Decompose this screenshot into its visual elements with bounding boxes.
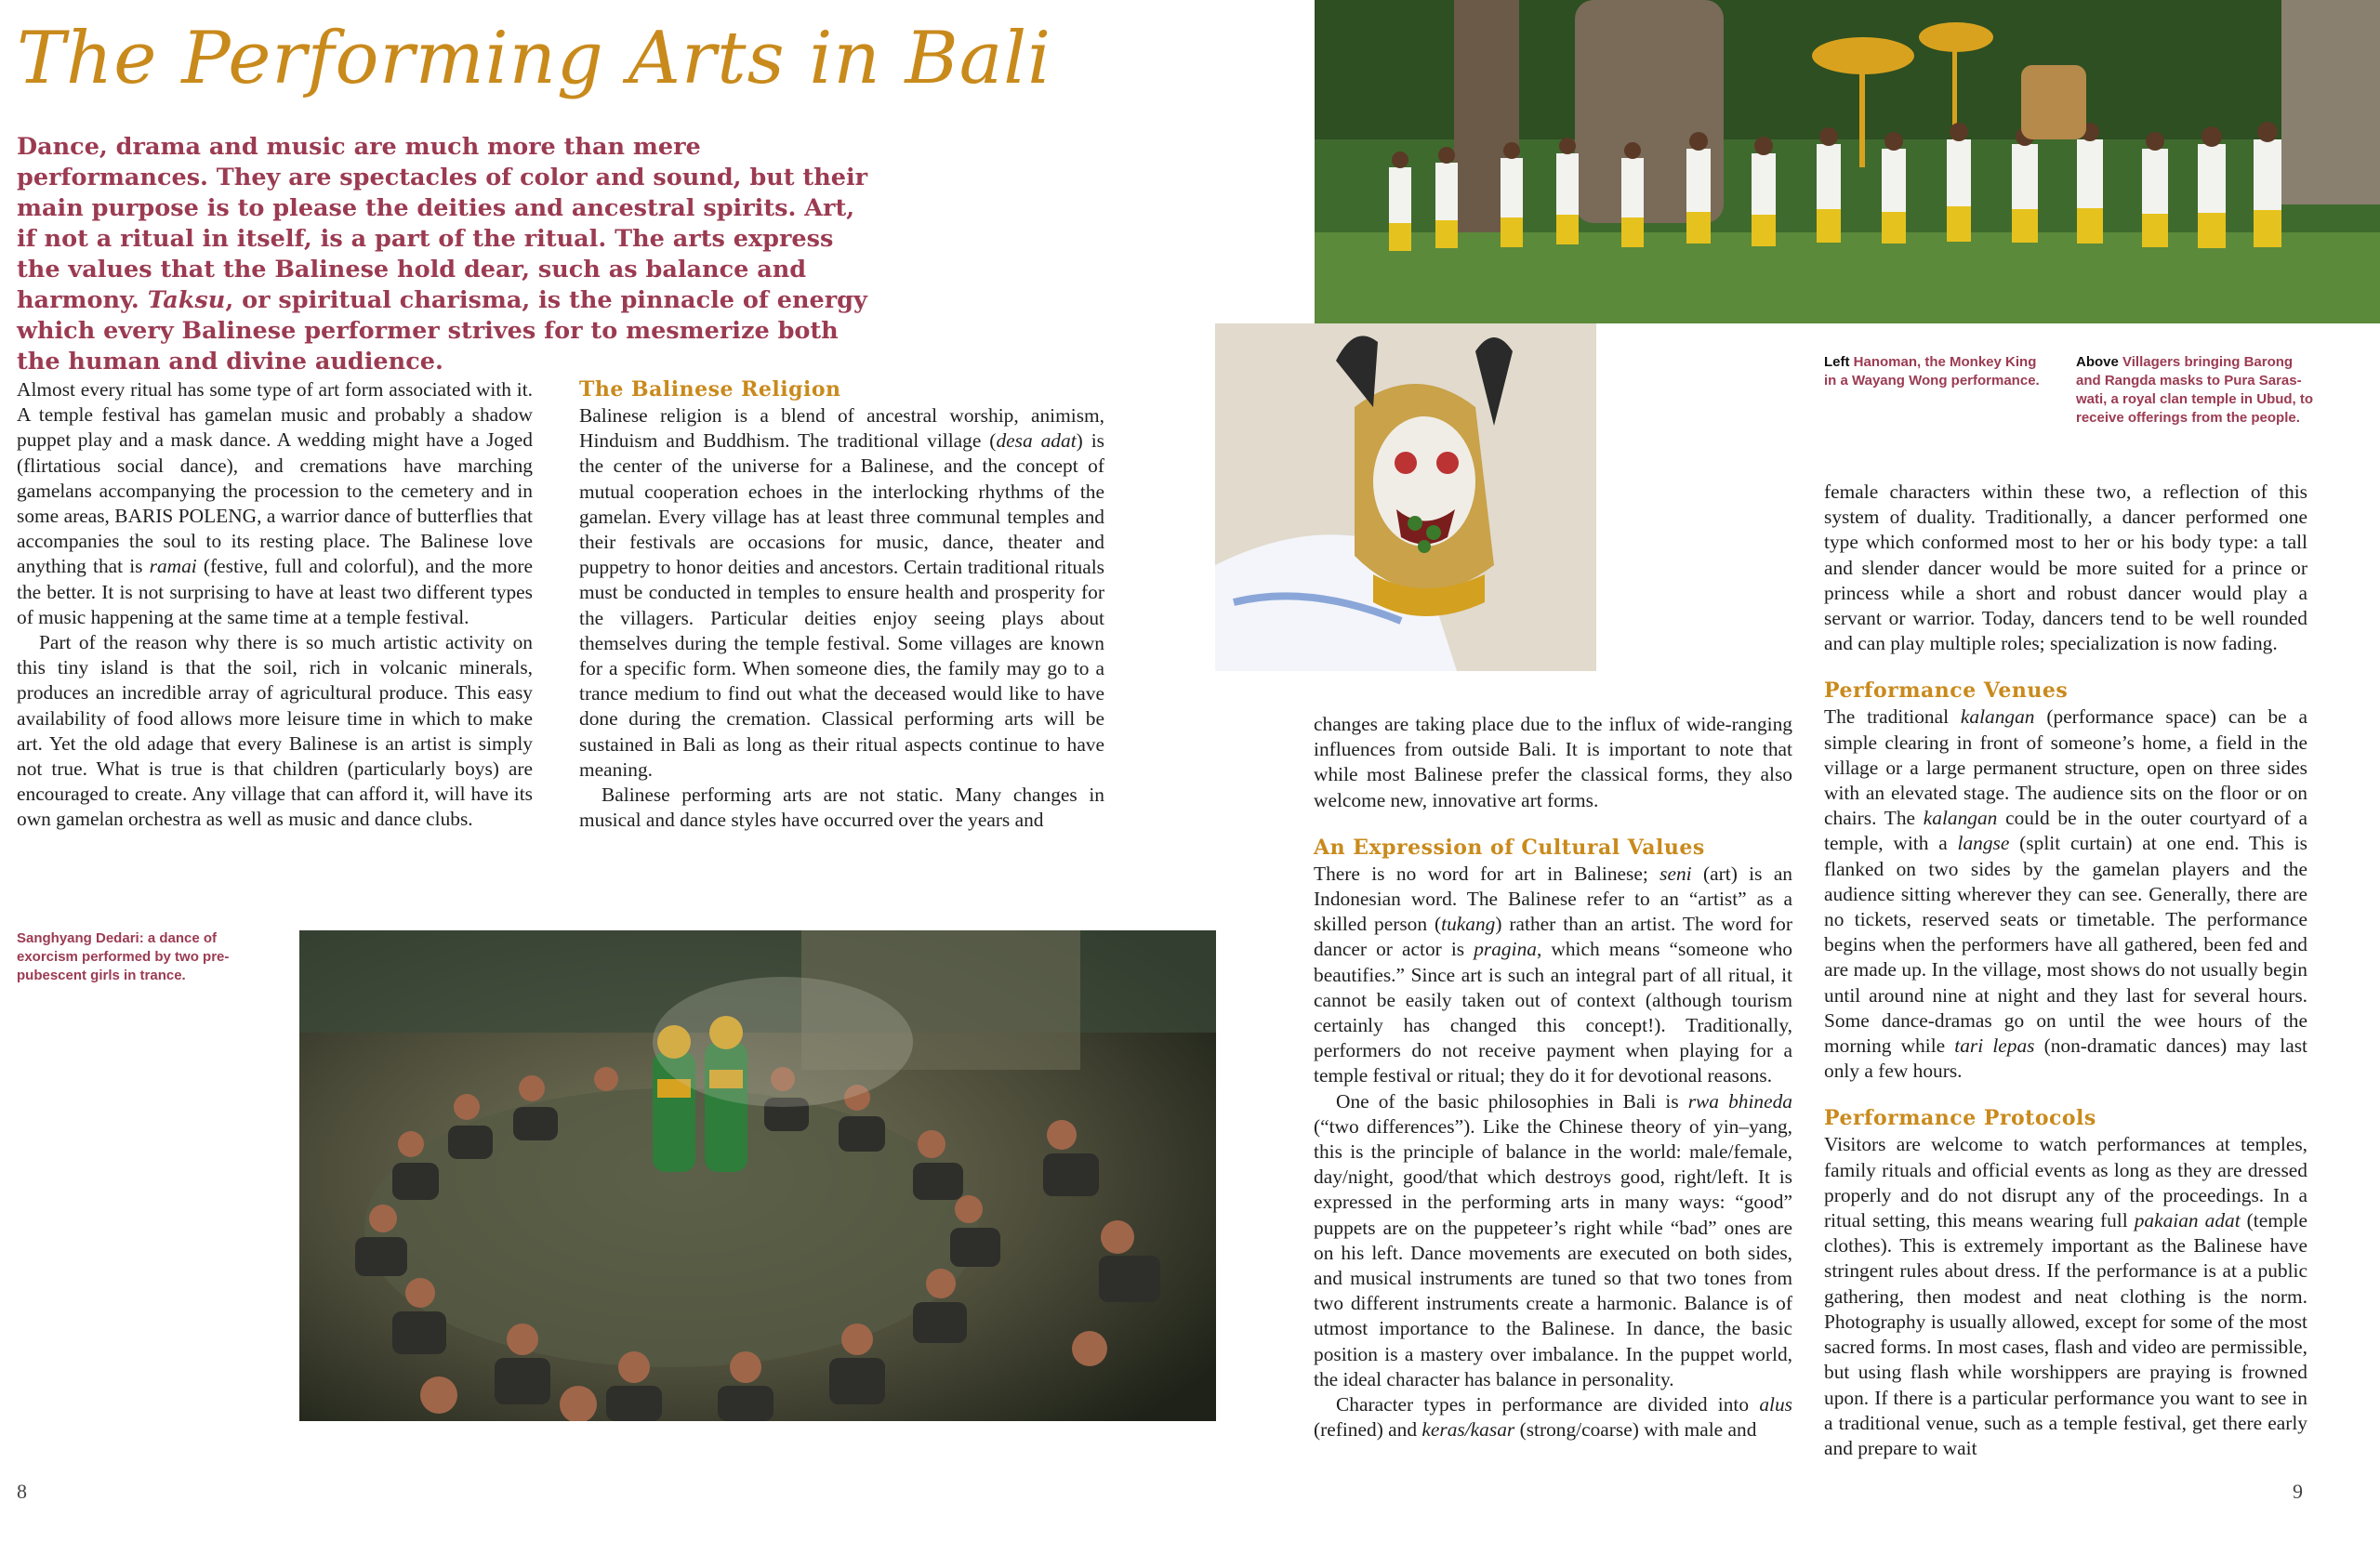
paragraph: One of the basic philosophies in Bali is rwa bhineda (“two differences”). Like the Chinese theory of yin–yang, this is the principle of balance in the world: male/female, day/night, good/that which destroys good, right/left. It is expressed in the performing arts in many ways: “good” puppets are on the puppeteer’s right while “bad” ones are on his left. Dance movements are executed on both sides, and musical instruments are tuned so that two tones from two different instruments create a harmonic. Balance is of utmost importance to the Balinese. In dance, the basic position is a mastery over imbalance. In the puppet world, the ideal character has balance in personality.: [1314, 1089, 1792, 1390]
page-number-left: 8: [17, 1480, 27, 1503]
paragraph: female characters within these two, a reflection of this system of duality. Traditionally, a dancer performed one type which conformed most to her or his body type: a tall and slender dancer would be more suited for a prince or princess while a short and robust dancer would play a servant or warrior. Today, dancers tend to be well rounded and can play multiple roles; specialization is now fading.: [1824, 481, 2307, 655]
page-number-right: 9: [2293, 1480, 2303, 1503]
paragraph: changes are taking place due to the influx of wide-ranging influences from outside Bali. It is important to note that while most Balinese prefer the classical forms, they also welcome new, innovative art forms.: [1314, 713, 1792, 811]
paragraph: Balinese religion is a blend of ancestral worship, animism, Hinduism and Buddhism. The traditional village (desa adat) is the center of the universe for a Balinese, and the concept of mutual cooperation echoes in the interlocking rhythms of the gamelan. Every village has at least three communal temples and their festivals are occasions for music, dance, theater and puppetry to honor deities and ancestors. Certain traditional rituals must be conducted in temples to ensure health and prosperity for the villagers. Particular deities enjoy seeing plays about themselves during the temple festival. Some villages are known for a specific form. When someone dies, the family may go to a trance medium to find out what the deceased would like to have done during the cremation. Classical performing arts will be sustained in Bali as long as their ritual aspects continue to have meaning.: [579, 404, 1104, 781]
page-title: The Performing Arts in Bali: [17, 17, 1052, 100]
paragraph: Almost every ritual has some type of art form associated with it. A temple festival has gamelan music and probably a shadow puppet play and a mask dance. A wedding might have a Joged (flirtatious social dance), and cremations have marching gamelans accompanying the procession to the cemetery and in some areas, BARIS POLENG, a warrior dance of butterflies that accompanies the soul to its resting place. The Balinese love anything that is ramai (festive, full and colorful), and the more the better. It is not surprising to have at least two different types of music happening at the same time at a temple festival.: [17, 378, 533, 628]
photo-sanghyang-dedari: [299, 930, 1216, 1421]
paragraph: There is no word for art in Balinese; seni (art) is an Indonesian word. The Balinese refer to an “artist” as a skilled person (tukang) rather than an artist. The word for dancer or actor is pragina, which means “someone who beautifies.” Since art is such an integral part of all ritual, it cannot be easily taken out of context (although tourism certainly has changed this concept!). Traditionally, performers do not receive payment when playing for a temple festival or ritual; they do it for devotional reasons.: [1314, 862, 1793, 1087]
column-4: [1824, 480, 2307, 1461]
photo-caption-sanghyang: Sanghyang Dedari: a dance of exorcism performed by two pre-pubescent girls in trance.: [17, 930, 230, 983]
photo-procession: [1315, 0, 2380, 323]
column-2: [579, 375, 1104, 833]
photo-hanoman: [1215, 323, 1596, 671]
column-1: [17, 377, 533, 833]
caption-left: Left Hanoman, the Monkey King in a Wayang Wong performance.: [1824, 354, 2040, 389]
section-heading: Performance Venues: [1824, 678, 2069, 704]
caption-above: Above Villagers bringing Barong and Rangda masks to Pura Saras-wati, a royal clan temple in Ubud, to receive offerings from the people.: [2076, 354, 2314, 426]
paragraph: Character types in performance are divided into alus (refined) and keras/kasar (strong/coarse) with male and: [1314, 1393, 1792, 1442]
paragraph: The traditional kalangan (performance space) can be a simple clearing in front of someone’s home, a field in the village or a large permanent structure, open on three sides with an elevated stage. The audience sits on the floor or on chairs. The kalangan could be in the outer courtyard of a temple, with a langse (split curtain) at one end. This is flanked on two sides by the gamelan players and the audience sitting wherever they can see. Generally, there are no tickets, reserved seats or timetable. The performance begins when the performers have all gathered, been fed and are made up. In the village, most shows do not usually begin until around nine at night and they last for several hours. Some dance-dramas go on until the wee hours of the morning while tari lepas (non-dramatic dances) may last only a few hours.: [1824, 705, 2307, 1083]
section-heading: The Balinese Religion: [579, 377, 841, 402]
intro-paragraph: Dance, drama and music are much more than mere performances. They are spectacles of color and sound, but their main purpose is to please the deities and ancestral spirits. Art, if not a ritual in itself, is a part of the ritual. The arts express the values that the Balinese hold dear, such as balance and harmony. Taksu, or spiritual charisma, is the pinnacle of energy which every Balinese performer strives for to mesmerize both the human and divine audience.: [17, 133, 868, 375]
paragraph: Visitors are welcome to watch performances at temples, family rituals and official events as long as they are dressed properly and do not disrupt any of the proceedings. In a ritual setting, this means wearing full pakaian adat (temple clothes). This is extremely important as the Balinese have stringent rules about dress. If the performance is at a public gathering, then modest and neat clothing is the norm. Photography is usually allowed, except for some of the most sacred forms. In most cases, flash and video are permissible, but using flash while worshippers are praying is frowned upon. If there is a particular performance you want to see in a traditional venue, such as a temple festival, get there early and prepare to wait: [1824, 1133, 2307, 1459]
section-heading: Performance Protocols: [1824, 1106, 2096, 1131]
paragraph: Balinese performing arts are not static. Many changes in musical and dance styles have occurred over the years and: [579, 784, 1104, 832]
section-heading: An Expression of Cultural Values: [1314, 835, 1705, 860]
column-3: [1314, 712, 1792, 1442]
paragraph: Part of the reason why there is so much artistic activity on this tiny island is that the soil, rich in volcanic minerals, produces an incredible array of agricultural produce. This easy availability of food allows more leisure time in which to make art. Yet the old adage that every Balinese is an artist is simply not true. What is true is that children (particularly boys) are encouraged to create. Any village that can afford it, will have its own gamelan orchestra as well as music and dance clubs.: [17, 631, 533, 831]
